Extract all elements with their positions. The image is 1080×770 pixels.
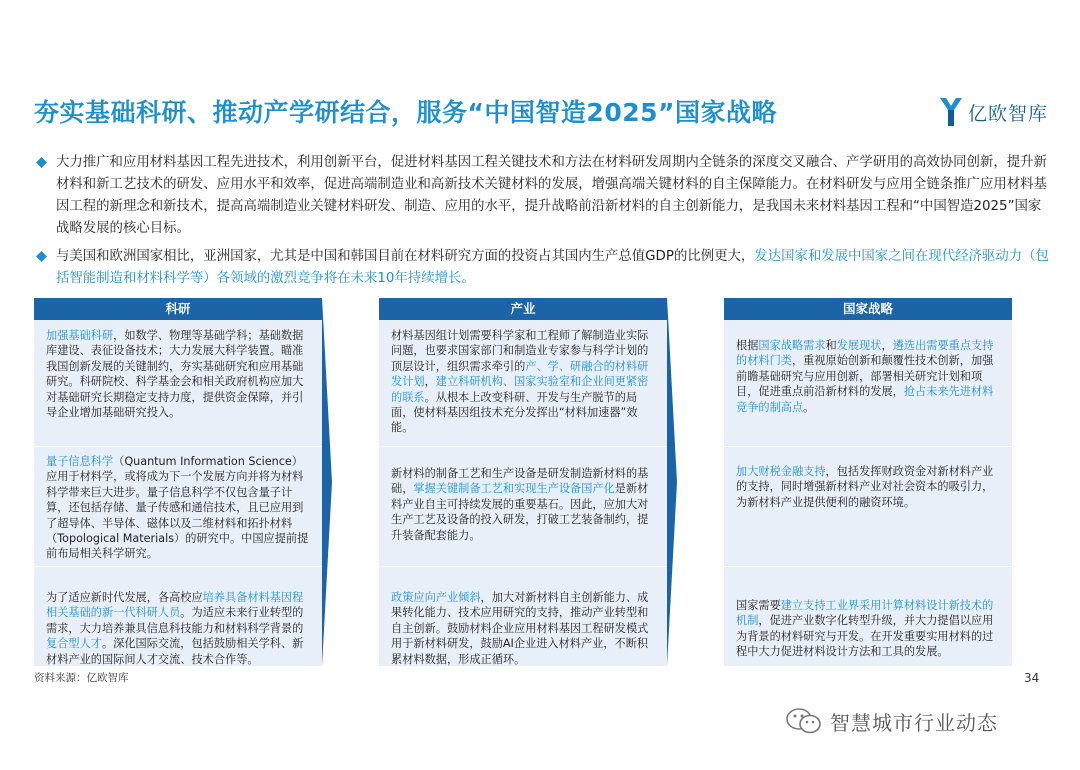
highlight-text: 复合型人才 xyxy=(46,637,102,651)
body-text: ，促进产业数字化转型升级，并大力提倡以应用为背景的材料研究与开发。在开发重要实用材料的过程中大力促进材料设计方法和工具的发展。 xyxy=(736,614,994,659)
highlight-text: 建立科研机构、国家实验室和企业间更紧密的联系 xyxy=(391,375,649,404)
bullet-list xyxy=(34,152,1050,296)
column-industry xyxy=(379,298,667,666)
highlight-text: 量子信息科学 xyxy=(46,455,114,468)
column-header: 产业 xyxy=(379,298,667,320)
body-text: 。为适应未来行业转型的需求，大力培养兼具信息科技能力和材料科学背景的 xyxy=(46,606,304,635)
body-text: 新材料的制备工艺和生产设备是研发制造新材料的基础， xyxy=(391,467,649,496)
column-national-strategy xyxy=(724,298,1012,666)
body-text: ，如数学、物理等基础学科；基础数据库建设、表征设备技术；大力发展大科学装置。瞄准我国创新发展的关键制约，夯实基础研究和应用基础研究。科研院校、科学基金会和相关政府机构应加大对基础研究长期稳定支持力度，提供资金保障，并引导企业增加基础研究投入。 xyxy=(46,329,304,420)
highlight-text: 发展现状 xyxy=(836,339,882,352)
column-body xyxy=(379,320,667,666)
bullet-highlight: 发达国家和发展中国家之间在现代经济驱动力（包括智能制造和材料科学等）各领域的激烈竞争将在未来10年持续增长。 xyxy=(56,249,1049,286)
highlight-text: 建立支持工业界采用计算材料设计新技术的机制 xyxy=(736,599,994,628)
body-text: 是新材料产业自主可持续发展的重要基石。因此，应加大对生产工艺及设备的投入研发，打破工艺装备制约，提升装备配套能力。 xyxy=(391,482,649,542)
body-text: ，包括发挥财政资金对新材料产业的支持，同时增强新材料产业对社会资本的吸引力，为新材料产业提供便利的融资环境。 xyxy=(736,465,994,509)
highlight-text: 抢占未来先进材料竞争的制高点 xyxy=(736,385,994,414)
highlight-text: 掌握关键制备工艺和实现生产设备国产化 xyxy=(413,482,615,496)
bullet-item xyxy=(34,152,1050,240)
watermark xyxy=(784,706,998,736)
brand-logo xyxy=(938,96,1048,128)
column-header: 国家战略 xyxy=(724,298,1012,320)
bullet-text: 大力推广和应用材料基因工程先进技术，利用创新平台，促进材料基因工程关键技术和方法在材料研发周期内全链条的深度交叉融合、产学研用的高效协同创新，提升新材料和新工艺技术的研发、应用水平和效率，促进高端制造业和高新技术关键材料的发展，增强高端关键材料的自主保障能力。在材料研发与应用全链条推广应用材料基因工程的新理念和新技术，提高高端制造业关键材料研发、制造、应用的水平，提升战略前沿新材料的自主创新能力，是我国未来材料基因工程和“中国智造2025”国家战略发展的核心目标。 xyxy=(56,155,1047,236)
divider xyxy=(379,566,667,567)
body-text: 。从根本上改变科研、开发与生产脱节的局面，使材料基因组技术充分发挥出“材料加速器”效能。 xyxy=(391,390,638,435)
column-arrow xyxy=(667,298,677,666)
watermark-text: 智慧城市行业动态 xyxy=(830,710,998,735)
logo-text: 亿欧智库 xyxy=(968,102,1049,125)
body-text: （Quantum Information Science）应用于材料学，或将成为下一个发展方向并将为材料科学带来巨大进步。量子信息科学不仅包含量子计算，还包括存储、量子传感和通信技术，且已应用到了超导体、半导体、磁体以及二维材料和拓扑材料（Topological Materials）的研究中。中国应提前提前布局相关科学研究。 xyxy=(46,455,309,561)
body-text: 。 xyxy=(803,400,815,414)
divider xyxy=(34,446,322,447)
bullet-text: 与美国和欧洲国家相比，亚洲国家，尤其是中国和韩国目前在材料研究方面的投资占其国内生产总值GDP的比例更大， xyxy=(56,249,755,264)
page-number: 34 xyxy=(1024,671,1040,685)
highlight-text: 产、学、研融合的材料研发计划 xyxy=(391,359,649,389)
divider xyxy=(379,446,667,447)
highlight-text: 政策应向产业倾斜 xyxy=(391,591,481,604)
body-text: ， xyxy=(881,339,893,352)
body-text: ，加大对新材料自主创新能力、成果转化能力、技术应用研究的支持，推动产业转型和自主创新。鼓励材料企业应用材料基因工程研发模式用于新材料研发，鼓励AI企业进入材料产业，不断积累材料数据，形成正循环。 xyxy=(391,591,649,666)
column-body xyxy=(724,320,1012,666)
highlight-text: 遴选出需要重点支持的材料门类 xyxy=(736,339,994,368)
text-block xyxy=(379,466,667,543)
wechat-icon xyxy=(784,706,824,736)
text-block xyxy=(724,464,1012,510)
body-text: 根据 xyxy=(736,339,759,352)
diamond-bullet-icon xyxy=(36,157,47,168)
source-note: 资料来源：亿欧智库 xyxy=(34,672,129,684)
text-block xyxy=(724,338,1012,415)
page-title: 夯实基础科研、推动产学研结合，服务“中国智造2025”国家战略 xyxy=(34,98,777,127)
body-text: 和 xyxy=(825,339,837,352)
highlight-text: 加强基础科研 xyxy=(46,329,114,342)
body-text: 为了适应新时代发展，各高校应 xyxy=(46,591,203,604)
text-block xyxy=(34,454,322,562)
divider xyxy=(724,446,1012,447)
bullet-item xyxy=(34,246,1050,290)
column-arrow xyxy=(322,298,332,666)
column-research xyxy=(34,298,322,666)
text-block xyxy=(724,598,1012,660)
diamond-bullet-icon xyxy=(36,251,47,262)
text-block xyxy=(379,590,667,667)
text-block xyxy=(34,590,322,667)
text-block xyxy=(379,328,667,436)
highlight-text: 加大财税金融支持 xyxy=(736,465,826,478)
column-header: 科研 xyxy=(34,298,322,320)
column-body xyxy=(34,320,322,666)
text-block xyxy=(34,328,322,420)
highlight-text: 培养具备材料基因程相关基础的新一代科研人员 xyxy=(46,591,304,620)
body-text: 材料基因组计划需要科学家和工程师了解制造业实际问题，也要求国家部门和制造业专家参与科学计划的顶层设计，组织需求牵引的 xyxy=(391,329,649,373)
body-text: 。深化国际交流，包括鼓励相关学科、新材料产业的国际间人才交流、技术合作等。 xyxy=(46,637,304,666)
body-text: ， xyxy=(424,375,436,389)
body-text: 国家需要 xyxy=(736,599,781,612)
divider xyxy=(34,566,322,567)
body-text: ，重视原始创新和颠覆性技术创新，加强前瞻基础研究与应用创新，部署相关研究计划和项目，促进重点前沿新材料的发展， xyxy=(736,354,994,399)
logo-mark-icon xyxy=(938,96,964,128)
divider xyxy=(724,566,1012,567)
highlight-text: 国家战略需求 xyxy=(758,339,826,352)
